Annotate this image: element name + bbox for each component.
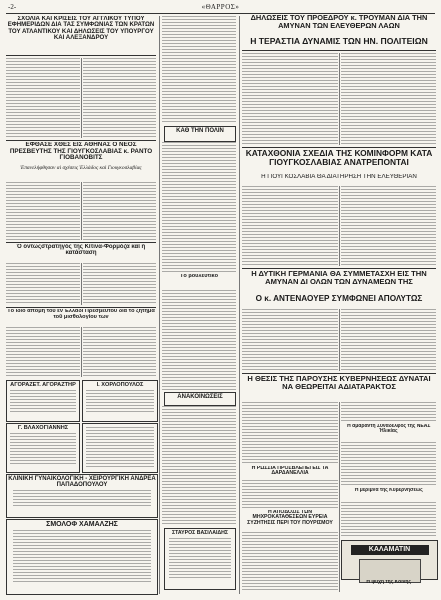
farright-title-2: Ἡ μέριμνα τῆς Κυβερνήσεως bbox=[354, 488, 423, 493]
right-headline-3b: Ο κ. ΑΝΤΕΝΑΟΥΕΡ ΣΥΜΦΩΝΕΙ ΑΠΟΛΥΤΩΣ bbox=[255, 295, 423, 303]
left-article-2 bbox=[83, 58, 156, 138]
farright-title-3: Ἡ ψυχὴ τῆς Κοινής bbox=[365, 580, 412, 585]
paper-name: «ΘΑΡΡΟΣ» bbox=[201, 3, 240, 11]
left-article-3 bbox=[6, 182, 80, 240]
mid-article-4 bbox=[162, 406, 236, 526]
left-headline-2: ΕΦΘΑΣΕ ΧΘΕΣ ΕΙΣ ΑΘΗΝΑΣ Ο ΝΕΟΣ ΠΡΕΣΒΕΥΤΗΣ ΤΗΣ ΓΙΟΥΓΚΟΣΛΑΒΙΑΣ κ. ΡΑΝΤΟ ΓΙΟΒΑΝΟΒΙΤΣ bbox=[9, 142, 153, 162]
right-article-4 bbox=[341, 186, 436, 266]
right-headline-5: Η ΡΩΣΣΙΑ ΠΡΟΣΒΛΕΠΕΙ ΕΙΣ ΤΑ ΔΑΡΔΑΝΕΛΛΙΑ bbox=[251, 466, 329, 477]
mid-box-anak: ΑΝΑΚΟΙΝΩΣΕΙΣ bbox=[164, 392, 236, 406]
right-headline-3: Η ΔΥΤΙΚΗ ΓΕΡΜΑΝΙΑ ΘΑ ΣΥΜΜΕΤΑΣΧΗ ΕΙΣ ΤΗΝ ΑΜΥΝΑΝ ΔΙ ΟΛΩΝ ΤΩΝ ΔΥΝΑΜΕΩΝ ΤΗΣ bbox=[251, 270, 427, 286]
left-article-5 bbox=[6, 263, 80, 305]
ad-box-klinik: ΚΛΙΝΙΚΗ ΓΥΝΑΙΚΟΛΟΓΙΚΗ - ΧΕΙΡΟΥΡΓΙΚΗ ΑΝΔΡΕΑ ΠΑΠΑΔΟΠΟΥΛΟΥ bbox=[6, 474, 158, 518]
right-headline-4: Η ΘΕΣΙΣ ΤΗΣ ΠΑΡΟΥΣΗΣ ΚΥΒΕΡΝΗΣΕΩΣ ΔΥΝΑΤΑΙ ΝΑ ΘΕΩΡΕΙΤΑΙ ΑΔΙΑΤΑΡΑΚΤΟΣ bbox=[247, 375, 431, 391]
page-number: -2- bbox=[8, 3, 17, 11]
right-article-10 bbox=[242, 532, 338, 592]
right-headline-6: Η ΑΠΟΔΟΣΙΣ ΤΩΝ ΜΗΧΡΟΚΑΤΑΘΕΣΕΩΝ ΕΥΡΕΙΑ ΣΥΖΗΤΗΣΙΣ ΠΕΡΙ ΤΟΥ ΠΟΥΡΙΣΜΟΥ bbox=[247, 510, 333, 526]
right-article-7 bbox=[242, 402, 338, 464]
left-headline-main: ΣΧΟΛΙΑ ΚΑΙ ΚΡΙΣΕΙΣ ΤΟΥ ΑΓΓΛΙΚΟΥ ΤΥΠΟΥ ΕΦΗΜΕΡΙΔΩΝ ΔΙΑ ΤΑΣ ΣΥΜΦΩΝΙΑΣ ΤΩΝ ΚΡΑΤΩΝ ΤΟΥ ΑΤΛΑΝΤΙΚΟΥ ΚΑΙ ΔΗΛΩΣΕΙΣ ΤΟΥ ΥΠΟΥΡΓΟΥ ΚΑΙ ΑΛΕΞΑΝΔΡΟΥ bbox=[7, 16, 155, 42]
ad-box-1: ΑΓΟΡΑΖΕΤ. ΑΓΟΡΑΖΤΗΡ bbox=[6, 380, 80, 422]
right-article-3 bbox=[242, 186, 338, 266]
mid-headline: Τὸ βουλευτικὸ bbox=[179, 274, 219, 279]
ad-box-3: Γ. ΒΛΑΧΟΓΙΑΝΝΗΣ bbox=[6, 423, 80, 473]
ad-box-2: Ι. ΧΟΡΛΟΠΟΥΛΟΣ bbox=[82, 380, 158, 422]
right-article-8 bbox=[341, 402, 436, 422]
right-article-6 bbox=[341, 309, 436, 371]
right-article-2 bbox=[341, 53, 436, 145]
left-article-1 bbox=[6, 58, 80, 138]
ad-box-stavros: ΣΤΑΥΡΟΣ ΒΑΣΙΛΑΙΔΗΣ bbox=[164, 528, 236, 590]
left-article-6 bbox=[83, 263, 156, 305]
left-sub-2: Ἐπανελήφθησαν αἱ σχέσεις Ἑλλάδος καὶ Γιουγκοσλαβίας bbox=[20, 165, 142, 171]
right-headline-1: ΔΗΛΩΣΕΙΣ ΤΟΥ ΠΡΟΕΔΡΟΥ κ. ΤΡΟΥΜΑΝ ΔΙΑ ΤΗΝ ΑΜΥΝΑΝ ΤΩΝ ΕΛΕΥΘΕΡΩΝ ΛΑΩΝ bbox=[250, 14, 428, 30]
mid-article-2 bbox=[162, 142, 236, 272]
right-article-1 bbox=[242, 53, 338, 145]
left-headline-3: Ὁ ὄντωςστρατηγός της Κίτινα-Φορμόζα καὶ ἡ κατάσταση bbox=[16, 244, 146, 257]
left-article-7 bbox=[6, 327, 80, 377]
masthead bbox=[6, 3, 435, 14]
right-article-9 bbox=[242, 480, 338, 508]
ad-box-3b bbox=[82, 423, 158, 473]
mid-article-1 bbox=[162, 16, 236, 124]
farright-article-1 bbox=[341, 442, 436, 486]
left-article-4 bbox=[83, 182, 156, 240]
right-article-5 bbox=[242, 309, 338, 371]
kalamatin-logo: ΚΑΛΑΜΑΤΙΝ bbox=[351, 545, 429, 555]
ad-kalamatin bbox=[341, 540, 438, 580]
right-headline-1b: Η ΤΕΡΑΣΤΙΑ ΔΥΝΑΜΙΣ ΤΩΝ ΗΝ. ΠΟΛΙΤΕΙΩΝ bbox=[250, 37, 428, 46]
farright-title-1: Ἡ ἀμάραντη Συνάδελφος τῆς ΝΕΑΣ Ἡλικίας bbox=[346, 424, 431, 435]
left-article-8 bbox=[83, 327, 156, 377]
right-headline-2: ΚΑΤΑΧΘΟΝΙΑ ΣΧΕΔΙΑ ΤΗΣ ΚΟΜΙΝΦΟΡΜ ΚΑΤΑ ΓΙΟΥΓΚΟΣΛΑΒΙΑΣ ΑΝΑΤΡΕΠΟΝΤΑΙ bbox=[245, 149, 433, 167]
farright-article-2 bbox=[341, 502, 436, 538]
left-headline-4: Τὸ ἴδιο ἀπόμη τοῦ ἐν Ἐλλάδι Πρεσβευτοῦ διὰ τὸ ζήτημα τοῦ μισθολογίου των bbox=[7, 309, 155, 320]
mid-box-kath: ΚΑΘ ΤΗΝ ΠΟΛΙΝ bbox=[164, 126, 236, 142]
ad-box-smolof: ΣΜΟΛΟΦ ΧΑΜΑΛΖΗΣ bbox=[6, 519, 158, 595]
mid-article-3 bbox=[162, 290, 236, 390]
right-headline-2b: Η ΓΙΟΥΓΚΟΣΛΑΒΙΑ ΘΑ ΔΙΑΤΗΡΗΣΗ ΤΗΝ ΕΛΕΥΘΕΡΙΑΝ bbox=[261, 174, 417, 180]
